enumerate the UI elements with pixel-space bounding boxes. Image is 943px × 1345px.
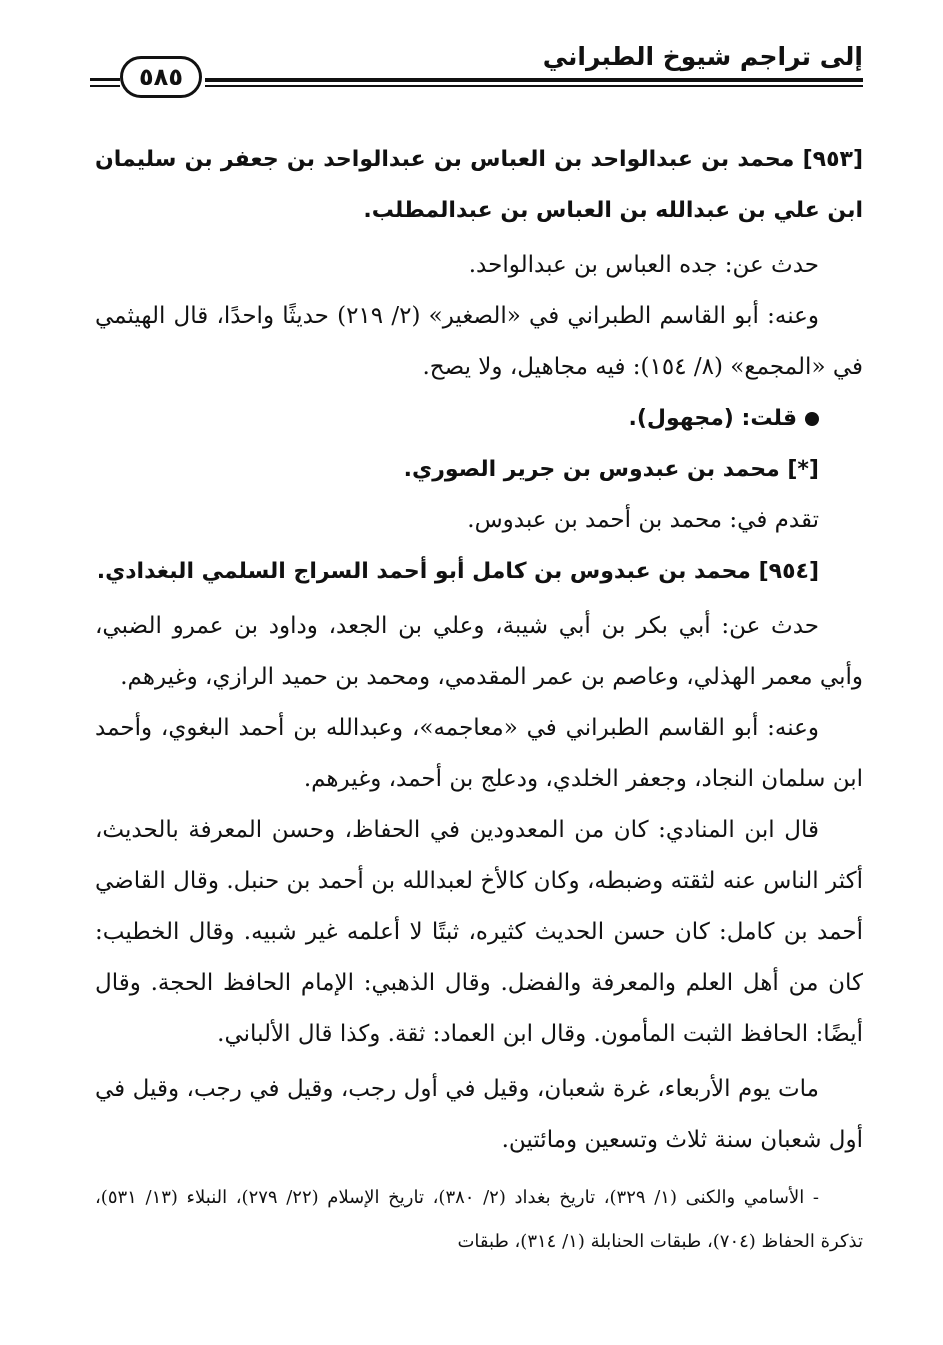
entry-954-narrators: وعنه: أبو القاسم الطبراني في «معاجمه»، وعبدالله بن أحمد البغوي، وأحمد ابن سلمان النجاد، وجعفر الخلدي، ودعلج بن أحمد، وغيرهم. [95, 715, 863, 792]
running-header-title: إلى تراجم شيوخ الطبراني [542, 42, 863, 71]
page-content [95, 134, 863, 1282]
entry-heading-cross-ref: [*] محمد بن عبدوس بن جرير الصوري. [403, 457, 819, 482]
verdict-text: قلت: (مجهول). [628, 406, 797, 431]
entry-954-death: مات يوم الأربعاء، غرة شعبان، وقيل في أول رجب، وقيل في رجب، وقيل في أول شعبان سنة ثلاث وتسعين ومائتين. [95, 1076, 863, 1153]
cross-ref-text: تقدم في: محمد بن أحمد بن عبدوس. [467, 507, 819, 533]
header-rule-left-thick [90, 78, 120, 81]
entry-953-narrated-from: حدث عن: جده العباس بن عبدالواحد. [468, 252, 819, 278]
entry-heading-954: [٩٥٤] محمد بن عبدوس بن كامل أبو أحمد السراج السلمي البغدادي. [96, 559, 819, 584]
header-rule-thin [205, 85, 863, 87]
footnote-sources: - الأسامي والكنى (١/ ٣٢٩)، تاريخ بغداد (٢/ ٣٨٠)، تاريخ الإسلام (٢٢/ ٢٧٩)، النبلاء (١٣/ ٥٣١)، تذكرة الحفاظ (٧٠٤)، طبقات الحنابلة (١/ ٣١٤)، طبقات [95, 1187, 863, 1252]
page-number: ٥٨٥ [120, 56, 202, 98]
entry-954-grading: قال ابن المنادي: كان من المعدودين في الحفاظ، وحسن المعرفة بالحديث، أكثر الناس عنه لثقته وضبطه، وكان كالأخ لعبدالله بن أحمد بن حنبل. وقال القاضي أحمد بن كامل: كان حسن الحديث كثيره، ثبتًا لا أعلمه غير شبيه. وقال الخطيب: كان من أهل العلم والمعرفة والفضل. وقال الذهبي: الإمام الحافظ الحجة. وقال أيضًا: الحافظ الثبت المأمون. وقال ابن العماد: ثقة. وكذا قال الألباني. [95, 817, 863, 1047]
entry-953-verdict [95, 393, 863, 444]
entry-953-narrators: وعنه: أبو القاسم الطبراني في «الصغير» (٢/ ٢١٩) حديثًا واحدًا، قال الهيثمي في «المجمع» (٨/ ١٥٤): فيه مجاهيل، ولا يصح. [95, 303, 863, 380]
bullet-icon [805, 412, 819, 426]
entry-heading-953: [٩٥٣] محمد بن عبدالواحد بن العباس بن عبدالواحد بن جعفر بن سليمان ابن علي بن عبدالله بن العباس بن عبدالمطلب. [95, 147, 863, 223]
entry-954-narrated-from: حدث عن: أبي بكر بن أبي شيبة، وعلي بن الجعد، وداود بن عمرو الضبي، وأبي معمر الهذلي، وعاصم بن عمر المقدمي، ومحمد بن حميد الرازي، وغيرهم. [95, 613, 863, 690]
header-rule-thick [205, 78, 863, 82]
header-rule-left-thin [90, 85, 120, 87]
